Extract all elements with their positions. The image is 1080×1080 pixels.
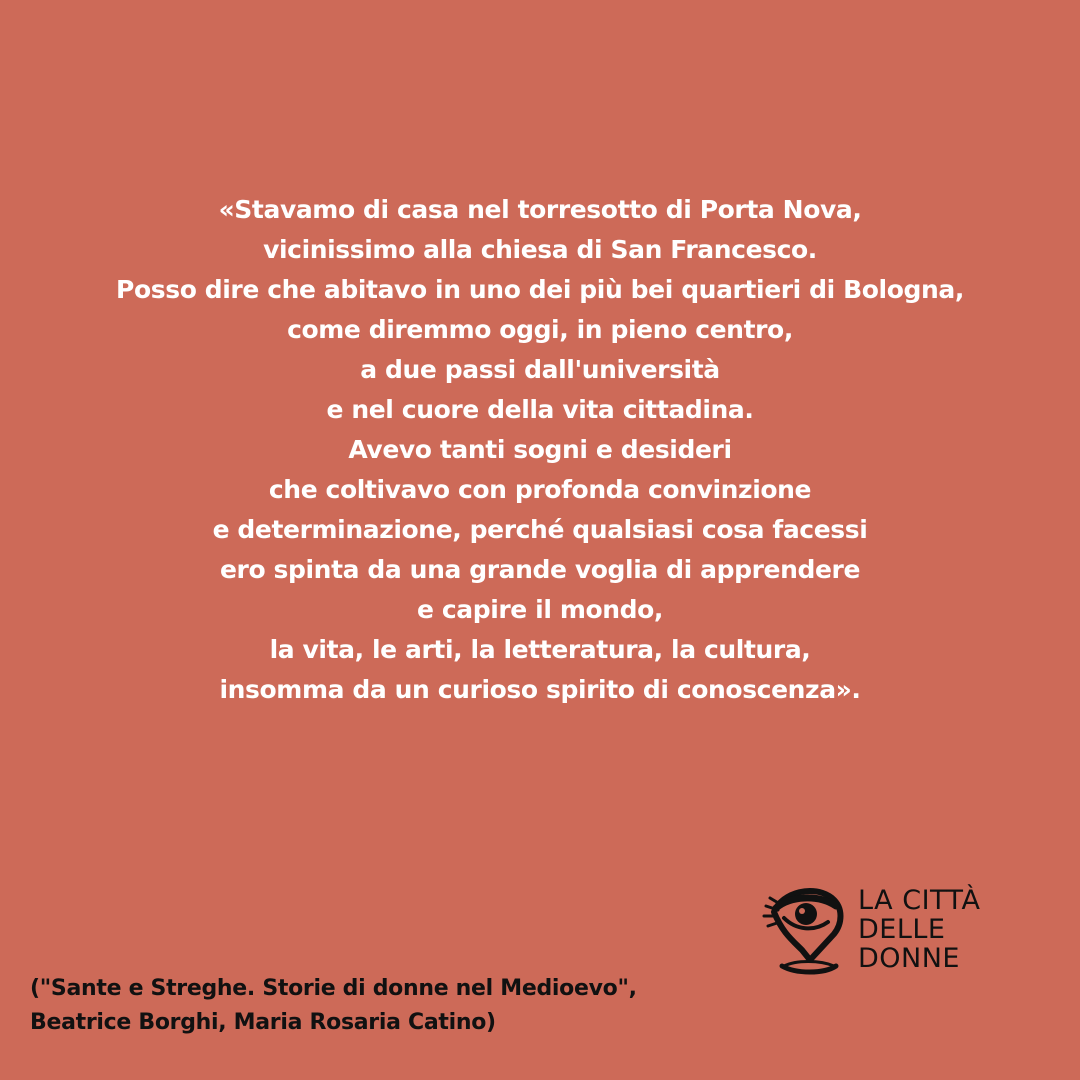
brand-wordmark (858, 886, 980, 973)
quote-block (40, 190, 1040, 710)
quote-line: la vita, le arti, la letteratura, la cultura, (269, 635, 811, 664)
citation-title-line: ("Sante e Streghe. Storie di donne nel Medioevo", (30, 976, 637, 1001)
quote-line: «Stavamo di casa nel torresotto di Porta Nova, (218, 195, 862, 224)
quote-line: ero spinta da una grande voglia di apprendere (219, 555, 861, 584)
quote-line: e nel cuore della vita cittadina. (326, 395, 754, 424)
brand-wordmark-line: LA CITTÀ (858, 885, 981, 916)
quote-line: a due passi dall'università (360, 355, 720, 384)
brand-logo (762, 884, 1002, 976)
citation (30, 972, 750, 1040)
eye-location-pin-icon (762, 884, 850, 976)
quote-line: insomma da un curioso spirito di conoscenza». (219, 675, 861, 704)
quote-line: che coltivavo con profonda convinzione (268, 475, 812, 504)
quote-line: come diremmo oggi, in pieno centro, (287, 315, 793, 344)
citation-authors-line: Beatrice Borghi, Maria Rosaria Catino) (30, 1010, 496, 1035)
brand-wordmark-line: DONNE (858, 943, 960, 974)
quote-line: e capire il mondo, (416, 595, 664, 624)
quote-line: vicinissimo alla chiesa di San Francesco. (263, 235, 817, 264)
quote-line: e determinazione, perché qualsiasi cosa facessi (212, 515, 868, 544)
quote-line: Posso dire che abitavo in uno dei più bei quartieri di Bologna, (116, 275, 964, 304)
brand-wordmark-line: DELLE (858, 914, 946, 945)
quote-line: Avevo tanti sogni e desideri (348, 435, 732, 464)
